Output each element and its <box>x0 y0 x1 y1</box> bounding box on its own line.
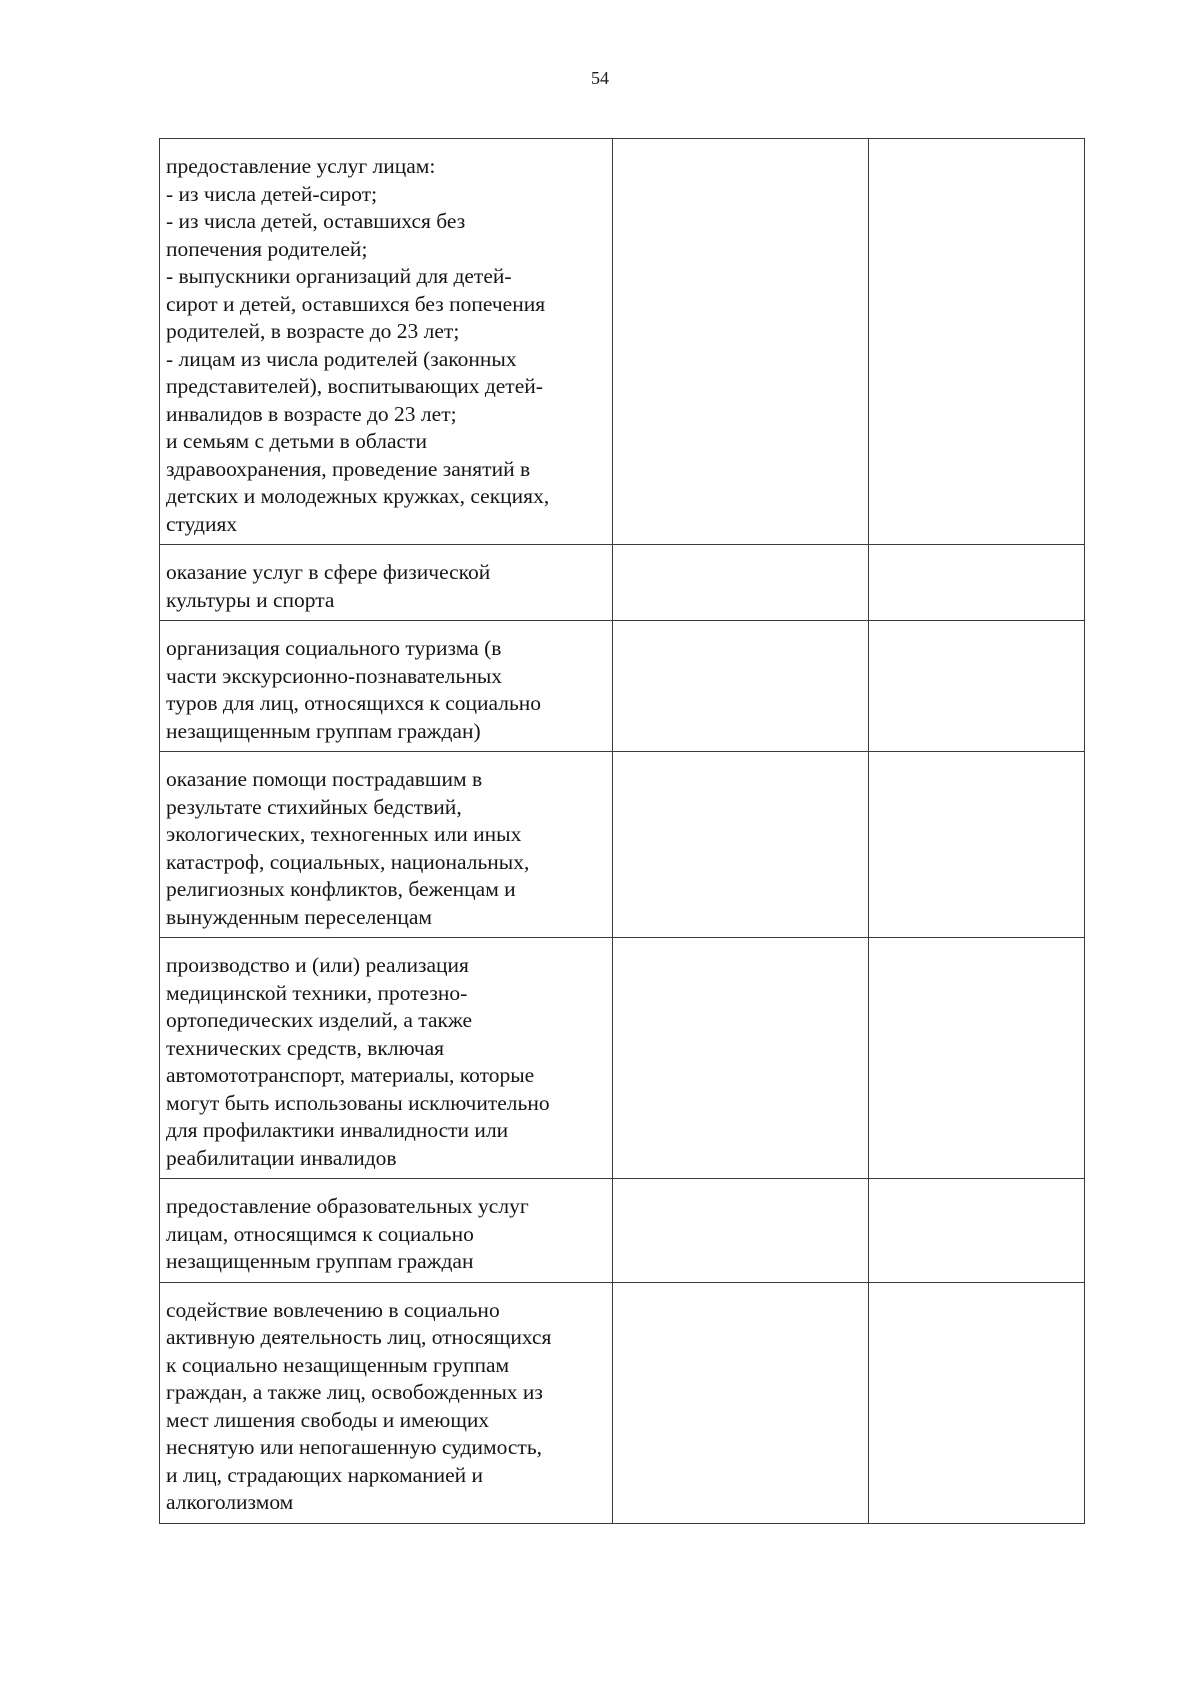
text-line: и лиц, страдающих наркоманией и <box>166 1462 484 1487</box>
text-line: алкоголизмом <box>166 1490 294 1514</box>
text-line: результате стихийных бедствий, <box>166 794 462 819</box>
text-line: - из числа детей, оставшихся без <box>166 209 466 233</box>
text-line: незащищенным группам граждан <box>166 1249 474 1273</box>
text-line: производство и (или) реализация <box>166 953 469 977</box>
table-row <box>160 545 1085 621</box>
table-row <box>160 1282 1085 1523</box>
page-number: 54 <box>591 68 609 88</box>
empty-cell <box>869 752 1085 938</box>
table-row <box>160 621 1085 752</box>
table-row <box>160 1179 1085 1283</box>
text-line: оказание услуг в сфере физической <box>166 560 491 584</box>
text-line: здравоохранения, проведение занятий в <box>166 456 531 481</box>
empty-cell <box>613 1282 869 1523</box>
text-line: религиозных конфликтов, беженцам и <box>166 877 516 901</box>
text-line: содействие вовлечению в социально <box>166 1297 500 1322</box>
text-line: граждан, а также лиц, освобожденных из <box>166 1380 543 1404</box>
services-table <box>159 138 1085 1524</box>
text-line: ортопедических изделий, а также <box>166 1008 473 1032</box>
text-line: автомототранспорт, материалы, которые <box>166 1063 535 1087</box>
empty-cell <box>613 139 869 545</box>
text-line: культуры и спорта <box>166 587 335 612</box>
empty-cell <box>613 621 869 752</box>
text-line: медицинской техники, протезно- <box>166 980 468 1005</box>
text-line: и семьям с детьми в области <box>166 429 427 453</box>
text-line: части экскурсионно-познавательных <box>166 663 503 688</box>
text-line: к социально незащищенным группам <box>166 1352 510 1377</box>
text-line: инвалидов в возрасте до 23 лет; <box>166 401 457 426</box>
service-description-cell <box>160 1179 613 1283</box>
text-line: - лицам из числа родителей (законных <box>166 346 517 371</box>
text-line: представителей), воспитывающих детей- <box>166 374 543 398</box>
empty-cell <box>869 139 1085 545</box>
text-line: туров для лиц, относящихся к социально <box>166 691 542 715</box>
text-line: реабилитации инвалидов <box>166 1145 397 1170</box>
text-line: оказание помощи пострадавшим в <box>166 767 483 791</box>
text-line: - выпускники организаций для детей- <box>166 264 512 288</box>
text-line: катастроф, социальных, национальных, <box>166 849 530 874</box>
table-row <box>160 752 1085 938</box>
empty-cell <box>869 938 1085 1179</box>
text-line: вынужденным переселенцам <box>166 904 432 929</box>
text-line: активную деятельность лиц, относящихся <box>166 1325 552 1349</box>
text-line: мест лишения свободы и имеющих <box>166 1407 490 1432</box>
table-row <box>160 938 1085 1179</box>
empty-cell <box>869 545 1085 621</box>
text-line: предоставление образовательных услуг <box>166 1194 529 1218</box>
text-line: организация социального туризма (в <box>166 636 502 660</box>
text-line: родителей, в возрасте до 23 лет; <box>166 319 460 343</box>
text-line: попечения родителей; <box>166 236 368 261</box>
text-line: лицам, относящимся к социально <box>166 1221 474 1246</box>
text-line: технических средств, включая <box>166 1035 445 1060</box>
text-line: экологических, техногенных или иных <box>166 822 522 846</box>
empty-cell <box>869 1179 1085 1283</box>
empty-cell <box>869 621 1085 752</box>
service-description-cell <box>160 938 613 1179</box>
table-row <box>160 139 1085 545</box>
text-line: для профилактики инвалидности или <box>166 1118 509 1142</box>
text-line: неснятую или непогашенную судимость, <box>166 1435 543 1459</box>
empty-cell <box>613 752 869 938</box>
text-line: детских и молодежных кружках, секциях, <box>166 484 550 508</box>
text-line: предоставление услуг лицам: <box>166 154 436 178</box>
text-line: могут быть использованы исключительно <box>166 1090 550 1115</box>
text-line: сирот и детей, оставшихся без попечения <box>166 291 546 316</box>
service-description-cell <box>160 1282 613 1523</box>
service-description-cell <box>160 752 613 938</box>
text-line: незащищенным группам граждан) <box>166 718 481 743</box>
text-line: - из числа детей-сирот; <box>166 181 378 206</box>
services-table-body <box>160 139 1085 1524</box>
service-description-cell <box>160 139 613 545</box>
empty-cell <box>869 1282 1085 1523</box>
empty-cell <box>613 1179 869 1283</box>
service-description-cell <box>160 621 613 752</box>
service-description-cell <box>160 545 613 621</box>
text-line: студиях <box>166 511 238 536</box>
empty-cell <box>613 545 869 621</box>
empty-cell <box>613 938 869 1179</box>
